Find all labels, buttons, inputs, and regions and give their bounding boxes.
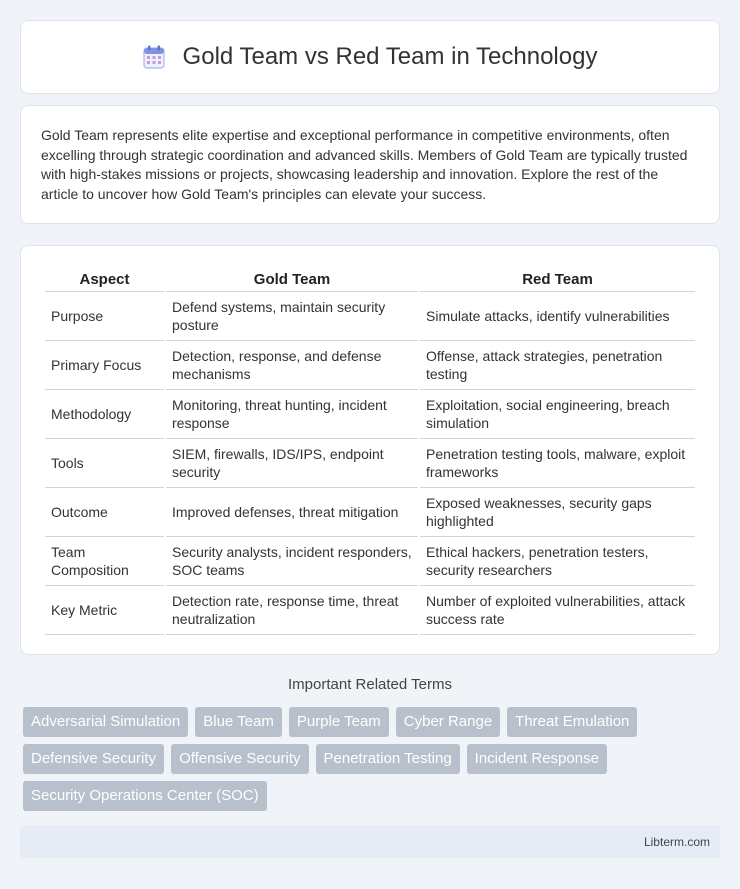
comparison-table xyxy=(43,266,697,635)
related-term-tag[interactable]: Purple Team xyxy=(289,707,389,737)
table-cell: Security analysts, incident responders, SOC teams xyxy=(166,537,418,586)
table-row xyxy=(45,390,695,439)
table-row xyxy=(45,537,695,586)
table-cell: Number of exploited vulnerabilities, attack success rate xyxy=(420,586,695,635)
table-cell: Team Composition xyxy=(45,537,164,586)
table-cell: Ethical hackers, penetration testers, security researchers xyxy=(420,537,695,586)
title-card xyxy=(20,20,720,94)
related-term-tag[interactable]: Blue Team xyxy=(195,707,282,737)
table-cell: Tools xyxy=(45,439,164,488)
comparison-table-card xyxy=(20,245,720,655)
related-term-tag[interactable]: Adversarial Simulation xyxy=(23,707,188,737)
footer-site-link[interactable]: Libterm.com xyxy=(643,835,710,849)
footer xyxy=(20,825,720,858)
table-cell: Exposed weaknesses, security gaps highlighted xyxy=(420,488,695,537)
table-cell: Methodology xyxy=(45,390,164,439)
table-cell: Detection rate, response time, threat neutralization xyxy=(166,586,418,635)
related-term-tag[interactable]: Threat Emulation xyxy=(507,707,637,737)
page-title: Gold Team vs Red Team in Technology xyxy=(182,43,598,70)
related-term-tag[interactable]: Penetration Testing xyxy=(316,744,460,774)
table-cell: Outcome xyxy=(45,488,164,537)
table-row xyxy=(45,586,695,635)
column-header-red-team: Red Team xyxy=(420,266,695,292)
table-cell: Primary Focus xyxy=(45,341,164,390)
table-cell: Detection, response, and defense mechanisms xyxy=(166,341,418,390)
table-cell: Exploitation, social engineering, breach simulation xyxy=(420,390,695,439)
column-header-aspect: Aspect xyxy=(45,266,164,292)
intro-card xyxy=(20,105,720,224)
table-row xyxy=(45,292,695,341)
table-cell: Key Metric xyxy=(45,586,164,635)
table-cell: SIEM, firewalls, IDS/IPS, endpoint security xyxy=(166,439,418,488)
related-terms-heading: Important Related Terms xyxy=(288,676,452,693)
table-cell: Penetration testing tools, malware, exploit frameworks xyxy=(420,439,695,488)
column-header-gold-team: Gold Team xyxy=(166,266,418,292)
table-cell: Purpose xyxy=(45,292,164,341)
table-cell: Defend systems, maintain security posture xyxy=(166,292,418,341)
table-row xyxy=(45,439,695,488)
related-term-tag[interactable]: Defensive Security xyxy=(23,744,164,774)
related-terms-list xyxy=(23,707,723,811)
related-term-tag[interactable]: Offensive Security xyxy=(171,744,308,774)
related-term-tag[interactable]: Cyber Range xyxy=(396,707,500,737)
table-row xyxy=(45,488,695,537)
table-cell: Monitoring, threat hunting, incident response xyxy=(166,390,418,439)
table-cell: Simulate attacks, identify vulnerabilities xyxy=(420,292,695,341)
related-term-tag[interactable]: Security Operations Center (SOC) xyxy=(23,781,267,811)
intro-text: Gold Team represents elite expertise and exceptional performance in competitive environments, often excelling through strategic coordination and advanced skills. Members of Gold Team are typically trusted with high-stakes missions or projects, showcasing leadership and innovation. Explore the rest of the article to uncover how Gold Team's principles can elevate your success. xyxy=(41,127,688,202)
table-cell: Offense, attack strategies, penetration testing xyxy=(420,341,695,390)
related-term-tag[interactable]: Incident Response xyxy=(467,744,607,774)
calendar-icon xyxy=(143,45,165,69)
table-cell: Improved defenses, threat mitigation xyxy=(166,488,418,537)
table-header-row xyxy=(45,266,695,292)
table-row xyxy=(45,341,695,390)
